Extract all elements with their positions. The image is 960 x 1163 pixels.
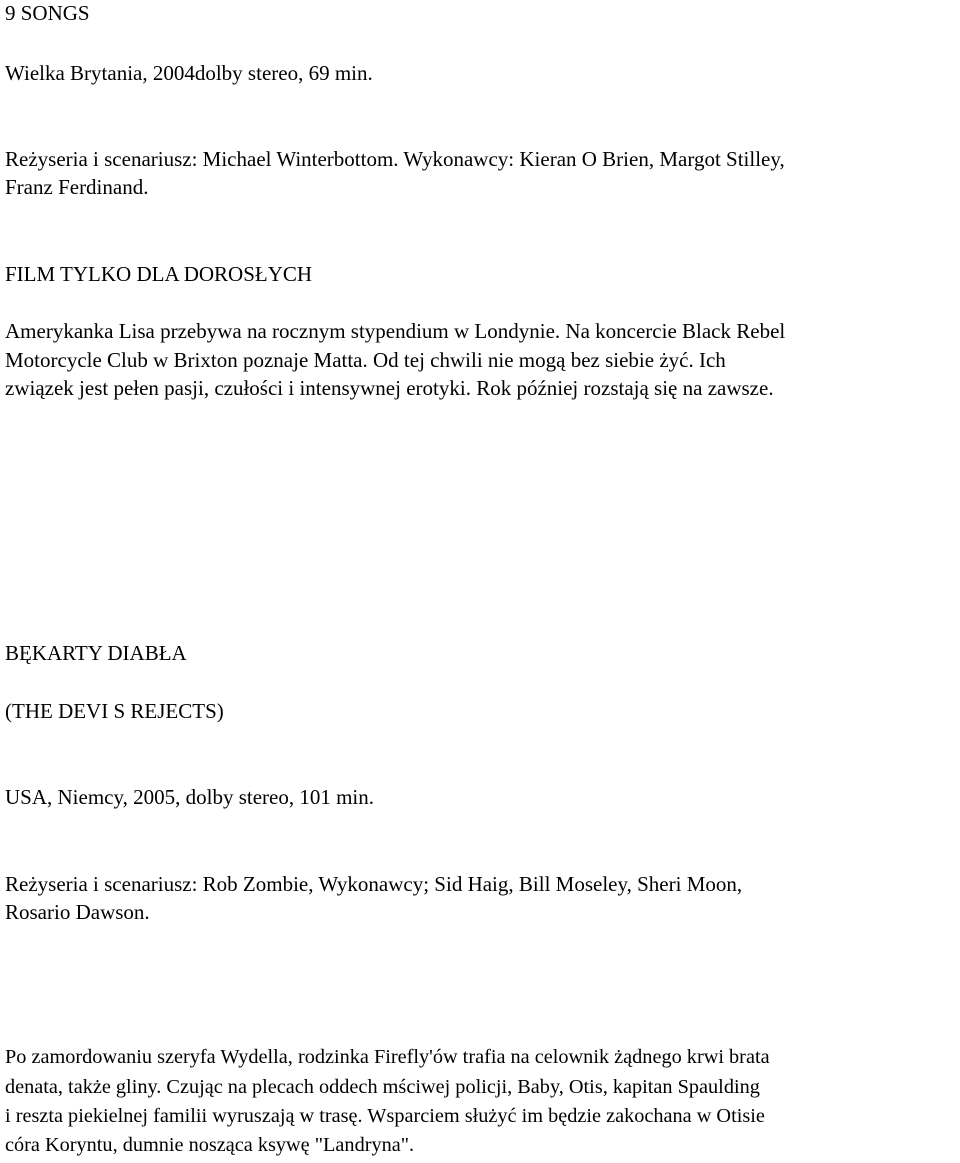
film-synopsis-line: Motorcycle Club w Brixton poznaje Matta. Od tej chwili nie mogą bez siebie żyć. Ich: [5, 348, 726, 372]
film-production-info: USA, Niemcy, 2005, dolby stereo, 101 min.: [5, 785, 375, 809]
film-synopsis-line: córa Koryntu, dumnie nosząca ksywę "Landryna".: [5, 1134, 415, 1156]
film-title: 9 SONGS: [5, 1, 90, 25]
film-synopsis-line: i reszta piekielnej familii wyruszają w trasę. Wsparciem służyć im będzie zakochana w Otisie: [5, 1105, 765, 1127]
film-production-info: Wielka Brytania, 2004dolby stereo, 69 min.: [5, 61, 373, 85]
film-age-rating: FILM TYLKO DLA DOROSŁYCH: [5, 262, 313, 286]
film-credits-line: Reżyseria i scenariusz: Michael Winterbottom. Wykonawcy: Kieran O Brien, Margot Stilley,: [5, 147, 785, 171]
film-synopsis-line: denata, także gliny. Czując na plecach oddech mściwej policji, Baby, Otis, kapitan Spaulding: [5, 1076, 760, 1098]
film-credits-line: Reżyseria i scenariusz: Rob Zombie, Wykonawcy; Sid Haig, Bill Moseley, Sheri Moon,: [5, 872, 743, 896]
film-title: BĘKARTY DIABŁA: [5, 641, 187, 665]
film-synopsis-line: Amerykanka Lisa przebywa na rocznym stypendium w Londynie. Na koncercie Black Rebel: [5, 319, 786, 343]
film-original-title: (THE DEVI S REJECTS): [5, 699, 224, 723]
film-credits-line: Franz Ferdinand.: [5, 175, 149, 199]
film-synopsis-line: związek jest pełen pasji, czułości i intensywnej erotyki. Rok później rozstają się na zawsze.: [5, 376, 774, 400]
film-synopsis-line: Po zamordowaniu szeryfa Wydella, rodzinka Firefly'ów trafia na celownik żądnego krwi brata: [5, 1046, 770, 1068]
film-credits-line: Rosario Dawson.: [5, 900, 150, 924]
